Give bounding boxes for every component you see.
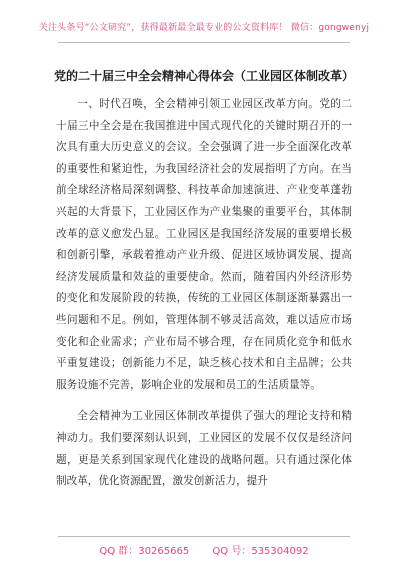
header-note: 关注头条号“公文研究”，获得最新最全最专业的公文资料库！ 微信：gongwenyj: [38, 23, 370, 33]
footer-qq-group: QQ 群：30265665: [99, 546, 190, 557]
document-body: [56, 94, 352, 503]
body-paragraph: 一、时代召唤，全会精神引领工业园区改革方向。党的二十届三中全会是在我国推进中国式现代化的关键时期召开的一次具有重大历史意义的会议。全会强调了进一步全面深化改革的重要性和紧迫性，为我国经济社会的发展指明了方向。在当前全球经济格局深刻调整、科技革命加速演进、产业变革蓬勃兴起的大背景下，工业园区作为产业集聚的重要平台，其体制改革的意义愈发凸显。工业园区是我国经济发展的重要增长极和创新引擎，承载着推动产业升级、促进区域协调发展、提高经济发展质量和效益的重要使命。然而，随着国内外经济形势的变化和发展阶段的转换，传统的工业园区体制逐渐暴露出一些问题和不足。例如，管理体制不够灵活高效，难以适应市场变化和企业需求；产业布局不够合理，存在同质化竞争和低水平重复建设；创新能力不足，缺乏核心技术和自主品牌；公共服务设施不完善，影响企业的发展和员工的生活质量等。: [56, 98, 352, 391]
footer-qq-number: QQ 号：535304092: [212, 546, 309, 557]
body-paragraph: 全会精神为工业园区体制改革提供了强大的理论支持和精神动力。我们要深刻认识到，工业园区的发展不仅仅是经济问题，更是关系到国家现代化建设的战略问题。只有通过深化体制改革，优化资源配置，激发创新活力，提升: [56, 410, 352, 488]
footer-contact: [0, 542, 408, 557]
footer-divider: [58, 536, 350, 537]
document-title: 党的二十届三中全会精神心得体会（工业园区体制改革）: [53, 69, 354, 83]
header-divider: [58, 42, 350, 43]
